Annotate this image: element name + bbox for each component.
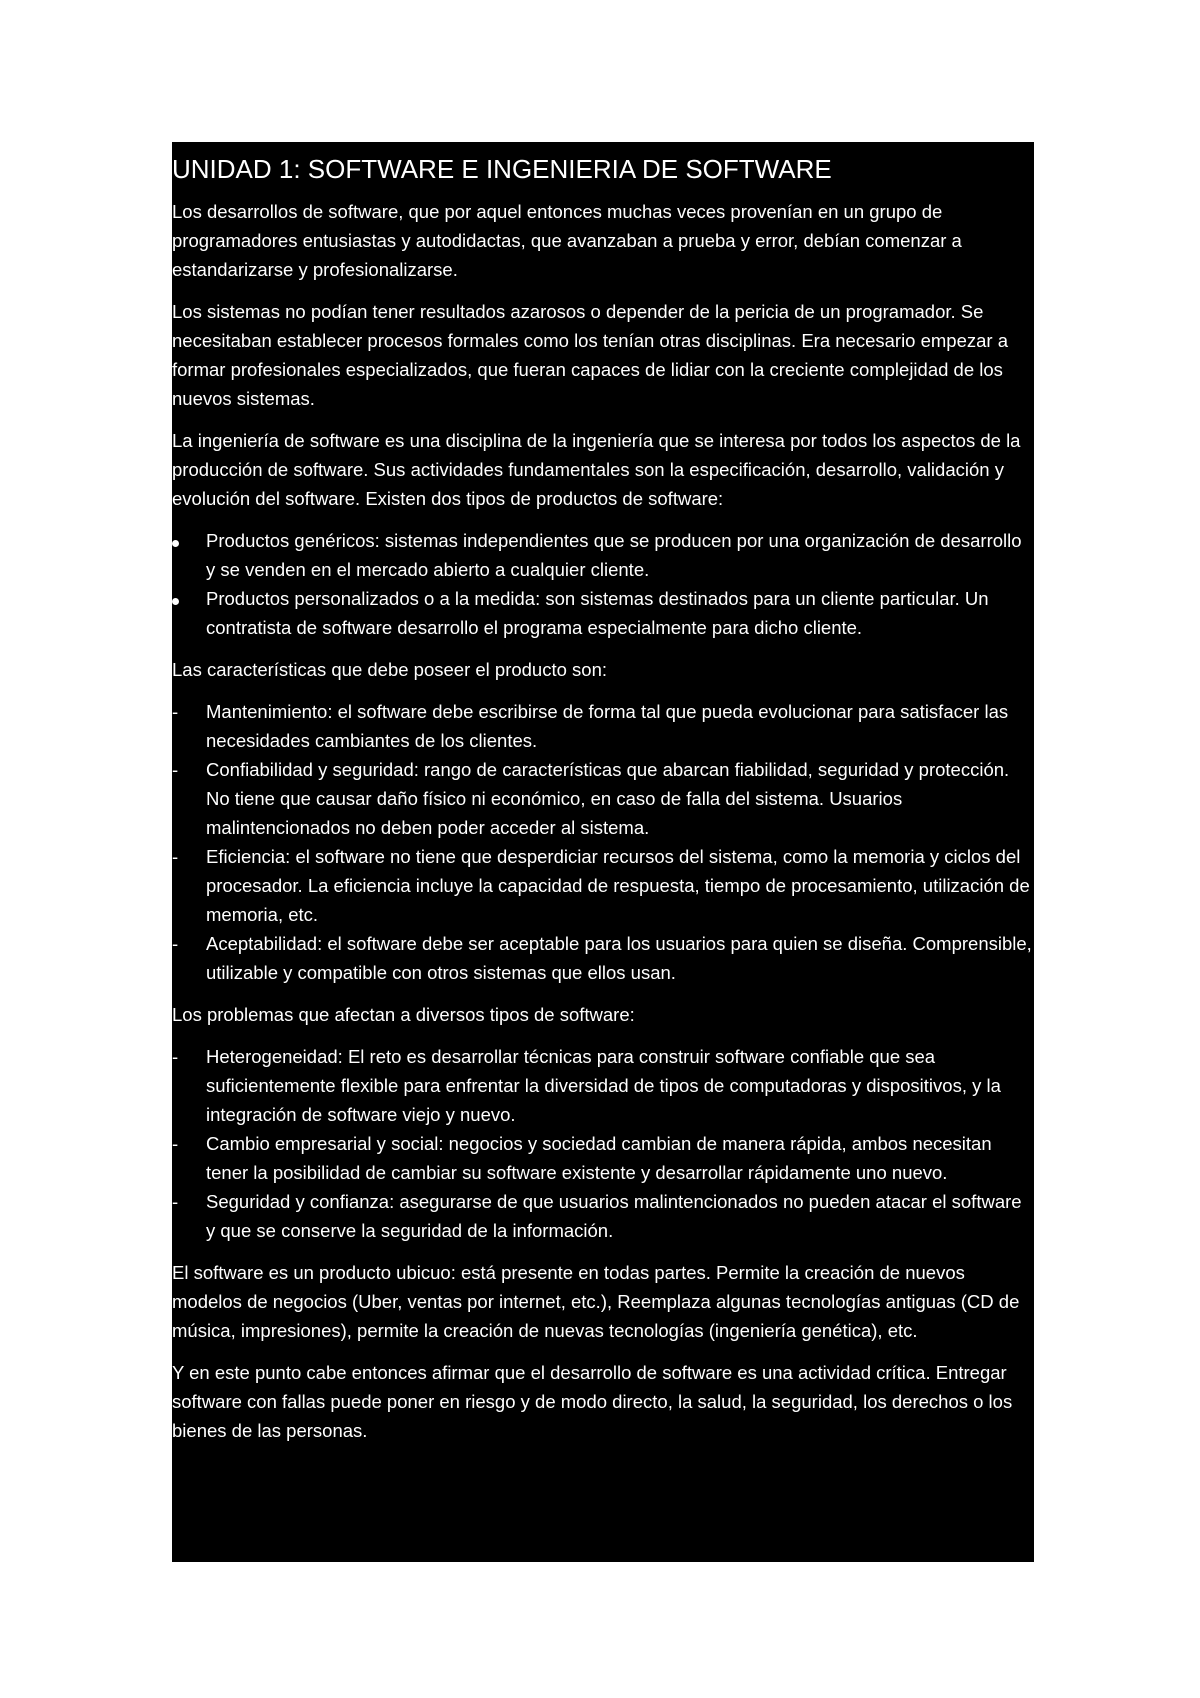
list-item <box>172 1187 1034 1245</box>
dash-marker: - <box>172 701 179 722</box>
paragraph-characteristics-heading: Las características que debe poseer el producto son: <box>172 659 608 680</box>
paragraph-critical-activity: Y en este punto cabe entonces afirmar que el desarrollo de software es una actividad crítica. Entregar software con fallas puede poner en riesgo y de modo directo, la salud, la seguridad, los derechos o los bienes de las personas. <box>172 1362 1013 1441</box>
paragraph-intro: Los desarrollos de software, que por aquel entonces muchas veces provenían en un grupo de programadores entusiastas y autodidactas, que avanzaban a prueba y error, debían comenzar a estandarizarse y profesionalizarse. <box>172 201 962 280</box>
list-item-text: Aceptabilidad: el software debe ser aceptable para los usuarios para quien se diseña. Comprensible, utilizable y compatible con otros sistemas que ellos usan. <box>206 933 1032 983</box>
paragraph-formal-processes: Los sistemas no podían tener resultados azarosos o depender de la pericia de un programador. Se necesitaban establecer procesos formales como los tenían otras disciplinas. Era necesario empezar a formar profesionales especializados, que fueran capaces de lidiar con la creciente complejidad de los nuevos sistemas. <box>172 301 1009 409</box>
dash-marker: - <box>172 933 179 954</box>
dash-marker: - <box>172 1133 179 1154</box>
problems-list <box>172 1042 1034 1245</box>
list-item-text: Cambio empresarial y social: negocios y sociedad cambian de manera rápida, ambos necesitan tener la posibilidad de cambiar su software existente y desarrollar rápidamente uno nuevo. <box>206 1133 992 1183</box>
dash-marker: - <box>172 759 179 780</box>
list-item-text: Productos genéricos: sistemas independientes que se producen por una organización de desarrollo y se venden en el mercado abierto a cualquier cliente. <box>206 530 1022 580</box>
list-item-text: Confiabilidad y seguridad: rango de características que abarcan fiabilidad, seguridad y protección. No tiene que causar daño físico ni económico, en caso de falla del sistema. Usuarios malintencionados no deben poder acceder al sistema. <box>206 759 1010 838</box>
list-item <box>172 929 1034 987</box>
list-item <box>172 1129 1034 1187</box>
list-item-text: Productos personalizados o a la medida: son sistemas destinados para un cliente particular. Un contratista de software desarrollo el programa especialmente para dicho cliente. <box>206 588 989 638</box>
list-item <box>172 842 1034 929</box>
list-item-text: Eficiencia: el software no tiene que desperdiciar recursos del sistema, como la memoria y ciclos del procesador. La eficiencia incluye la capacidad de respuesta, tiempo de procesamiento, utilización de memoria, etc. <box>206 846 1030 925</box>
paragraph-ubiquitous: El software es un producto ubicuo: está presente en todas partes. Permite la creación de nuevos modelos de negocios (Uber, ventas por internet, etc.), Reemplaza algunas tecnologías antiguas (CD de música, impresiones), permite la creación de nuevas tecnologías (ingeniería genética), etc. <box>172 1262 1020 1341</box>
document-page <box>172 142 1034 1562</box>
characteristics-list <box>172 697 1034 987</box>
list-item-text: Mantenimiento: el software debe escribirse de forma tal que pueda evolucionar para satisfacer las necesidades cambiantes de los clientes. <box>206 701 1009 751</box>
document-title: UNIDAD 1: SOFTWARE E INGENIERIA DE SOFTWARE <box>172 154 832 184</box>
dash-marker: - <box>172 846 179 867</box>
bullet-icon <box>172 526 200 555</box>
paragraph-definition: La ingeniería de software es una disciplina de la ingeniería que se interesa por todos los aspectos de la producción de software. Sus actividades fundamentales son la especificación, desarrollo, validación y evolución del software. Existen dos tipos de productos de software: <box>172 430 1021 509</box>
dash-marker: - <box>172 1046 179 1067</box>
bullet-icon <box>172 584 200 613</box>
dash-marker: - <box>172 1191 179 1212</box>
list-item <box>172 1042 1034 1129</box>
list-item <box>172 584 1034 642</box>
list-item-text: Heterogeneidad: El reto es desarrollar técnicas para construir software confiable que sea suficientemente flexible para enfrentar la diversidad de tipos de computadoras y dispositivos, y la integración de software viejo y nuevo. <box>206 1046 1001 1125</box>
list-item <box>172 526 1034 584</box>
product-types-list <box>172 526 1034 642</box>
list-item <box>172 755 1034 842</box>
list-item-text: Seguridad y confianza: asegurarse de que usuarios malintencionados no pueden atacar el software y que se conserve la seguridad de la información. <box>206 1191 1022 1241</box>
list-item <box>172 697 1034 755</box>
paragraph-problems-heading: Los problemas que afectan a diversos tipos de software: <box>172 1004 635 1025</box>
